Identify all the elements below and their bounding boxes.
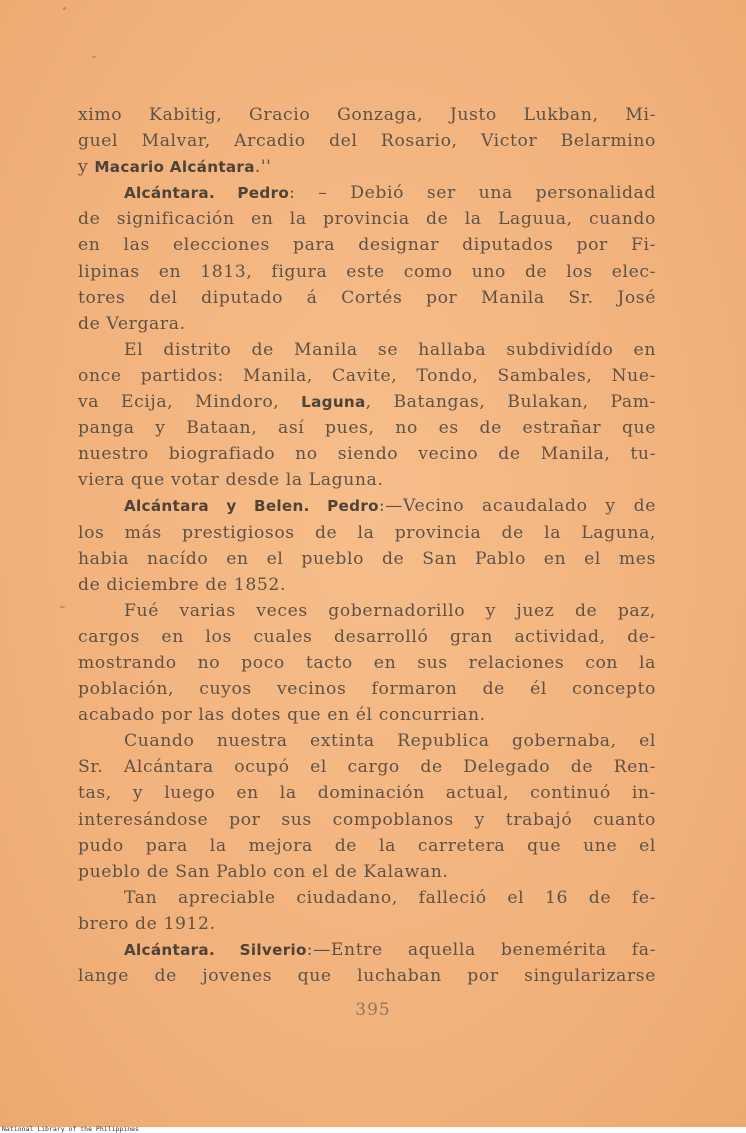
text-run: interesándose por sus compoblanos y trabajó cuanto	[78, 809, 656, 830]
text-run: tores del diputado á Cortés por Manila Sr. José	[78, 287, 656, 308]
text-line	[78, 780, 656, 806]
text-line	[78, 572, 656, 598]
text-run: :—Entre aquella benemérita fa-	[306, 940, 656, 960]
ink-speck	[60, 606, 65, 608]
bold-name-text: Alcántara y Belen. Pedro	[124, 497, 379, 516]
ink-speck	[63, 7, 66, 10]
text-line	[78, 415, 656, 441]
text-line	[78, 363, 656, 389]
body-text	[78, 102, 656, 989]
text-run: nuestro biografiado no siendo vecino de Manila, tu-	[78, 444, 656, 465]
text-run: cargos en los cuales desarrolló gran actividad, de-	[78, 626, 656, 647]
text-line	[78, 389, 656, 415]
text-line	[78, 337, 656, 363]
bold-name-text: Alcántara. Pedro	[124, 184, 290, 203]
text-run: : – Debió ser una personalidad	[289, 183, 656, 204]
text-run: en las elecciones para designar diputados por Fi-	[78, 235, 656, 256]
footer-credit: National Library of the Philippines	[2, 1125, 139, 1133]
text-line	[78, 102, 656, 128]
bold-name-text: Laguna	[301, 393, 366, 412]
text-line	[78, 937, 656, 963]
text-run: población, cuyos vecinos formaron de él concepto	[78, 679, 656, 700]
text-run: brero de 1912.	[78, 913, 216, 934]
text-run: ximo Kabitig, Gracio Gonzaga, Justo Lukban, Mi-	[78, 105, 656, 125]
text-run: pudo para la mejora de la carretera que une el	[78, 835, 656, 856]
bold-name-text: Macario Alcántara	[94, 158, 255, 177]
text-line	[78, 728, 656, 754]
text-line	[78, 833, 656, 859]
text-line	[78, 285, 656, 311]
text-line	[78, 598, 656, 624]
text-run: mostrando no poco tacto en sus relaciones con la	[78, 652, 656, 673]
text-line	[78, 520, 656, 546]
text-run: pueblo de San Pablo con el de Kalawan.	[78, 861, 449, 882]
text-line	[78, 311, 656, 337]
text-run: va Ecija, Mindoro,	[78, 392, 302, 413]
text-line	[78, 676, 656, 702]
text-run: .''	[254, 157, 272, 178]
text-line	[78, 441, 656, 467]
text-line	[78, 650, 656, 676]
text-run: acabado por las dotes que en él concurrian.	[78, 705, 486, 726]
text-line	[78, 885, 656, 911]
text-run: , Batangas, Bulakan, Pam-	[365, 392, 656, 413]
bold-name-text: Alcántara. Silverio	[124, 941, 307, 959]
text-line	[78, 154, 656, 180]
text-run: tas, y luego en la dominación actual, continuó in-	[78, 783, 656, 804]
text-line	[78, 493, 656, 519]
text-run: Fué varias veces gobernadorillo y juez de paz,	[124, 600, 656, 621]
text-run: El distrito de Manila se hallaba subdividído en	[124, 339, 656, 360]
page-number: 395	[355, 1000, 391, 1020]
text-run: once partidos: Manila, Cavite, Tondo, Sambales, Nue-	[78, 365, 656, 386]
ink-speck	[92, 56, 96, 58]
text-run: y	[78, 157, 95, 178]
text-run: :—Vecino acaudalado y de	[378, 496, 656, 517]
text-line	[78, 624, 656, 650]
text-run: viera que votar desde la Laguna.	[78, 470, 384, 491]
text-line	[78, 963, 656, 989]
text-run: de diciembre de 1852.	[78, 574, 287, 595]
text-run: Cuando nuestra extinta Republica gobernaba, el	[124, 731, 656, 752]
text-line	[78, 259, 656, 285]
text-line	[78, 911, 656, 937]
text-run: Tan apreciable ciudadano, falleció el 16 de fe-	[124, 887, 656, 908]
text-run: Sr. Alcántara ocupó el cargo de Delegado de Ren-	[78, 757, 656, 778]
text-line	[78, 232, 656, 258]
text-run: habia nacído en el pueblo de San Pablo en el mes	[78, 548, 656, 569]
text-run: guel Malvar, Arcadio del Rosario, Victor Belarmino	[78, 131, 656, 152]
text-line	[78, 807, 656, 833]
text-line	[78, 546, 656, 572]
text-line	[78, 754, 656, 780]
text-run: los más prestigiosos de la provincia de la Laguna,	[78, 522, 656, 543]
text-run: lipinas en 1813, figura este como uno de los elec-	[78, 261, 656, 282]
text-line	[78, 206, 656, 232]
text-line	[78, 467, 656, 493]
text-run: de significación en la provincia de la Laguua, cuando	[78, 209, 656, 230]
text-line	[78, 859, 656, 885]
text-run: lange de jovenes que luchaban por singularizarse	[78, 966, 656, 987]
text-run: de Vergara.	[78, 313, 186, 334]
text-line	[78, 180, 656, 206]
text-run: panga y Bataan, así pues, no es de estrañar que	[78, 418, 656, 439]
text-line	[78, 702, 656, 728]
text-line	[78, 128, 656, 154]
